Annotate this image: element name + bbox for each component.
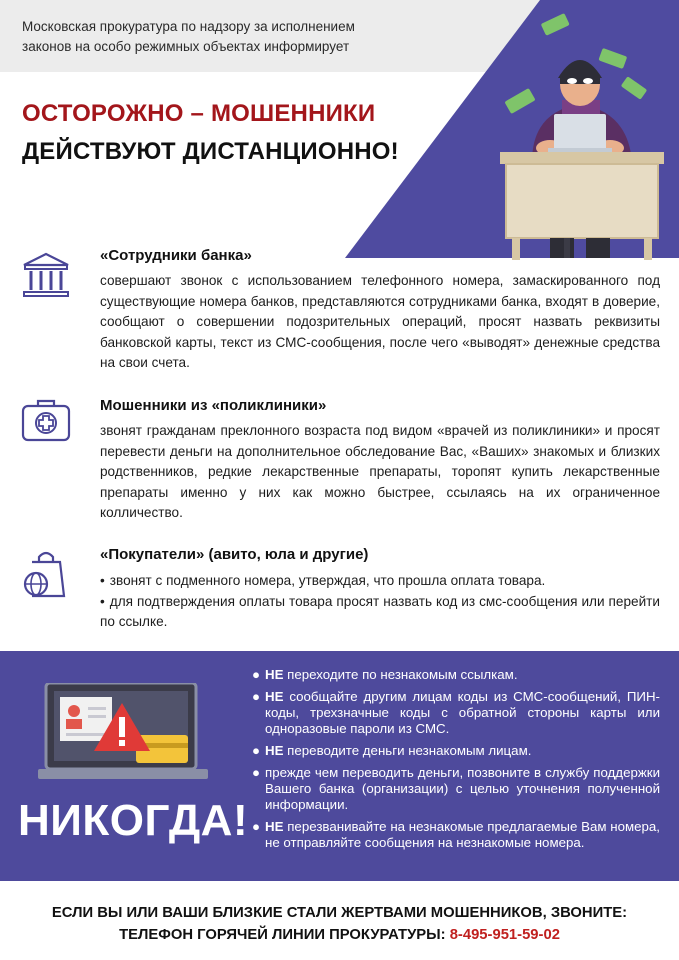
header-line-2: законов на особо режимных объектах информирует bbox=[22, 39, 350, 54]
thief-illustration bbox=[492, 12, 672, 260]
hotline-label: ТЕЛЕФОН ГОРЯЧЕЙ ЛИНИИ ПРОКУРАТУРЫ: bbox=[119, 927, 446, 943]
section-title: «Покупатели» (авито, юла и другие) bbox=[100, 546, 369, 563]
list-item: • звонят с подменного номера, утверждая, что прошла оплата товара. bbox=[100, 573, 546, 588]
shopping-bag-globe-icon bbox=[20, 548, 72, 600]
section-title: «Сотрудники банка» bbox=[100, 247, 252, 264]
list-item: • для подтверждения оплаты товара просят назвать код из смс-сообщения или перейти по ссылке. bbox=[100, 593, 660, 630]
medical-kit-icon bbox=[20, 397, 72, 445]
title-subtitle: ДЕЙСТВУЮТ ДИСТАНЦИОННО! bbox=[22, 138, 399, 165]
footer-line-2 bbox=[0, 924, 679, 946]
list-item: ● НЕ переходите по незнакомым ссылкам. bbox=[252, 667, 518, 682]
bullet-list bbox=[100, 571, 660, 633]
header-text bbox=[22, 17, 442, 57]
bank-icon bbox=[20, 250, 72, 302]
section-title: Мошенники из «поликлиники» bbox=[100, 397, 327, 414]
footer-line-1: ЕСЛИ ВЫ ИЛИ ВАШИ БЛИЗКИЕ СТАЛИ ЖЕРТВАМИ МОШЕННИКОВ, ЗВОНИТЕ: bbox=[51, 905, 628, 921]
section-clinic bbox=[100, 397, 660, 524]
list-item: ● НЕ переводите деньги незнакомым лицам. bbox=[252, 743, 532, 758]
header-line-1: Московская прокуратура по надзору за исполнением bbox=[22, 19, 355, 34]
section-buyers bbox=[100, 546, 660, 633]
section-text: совершают звонок с использованием телефонного номера, замаскированного под существующие номера банков, представляются сотрудниками банка, входят в доверие, сообщают о совершении подозрительных операций, просят назвать реквизиты банковской карты, текст из СМС-сообщения, после чего «выводят» денежные средства на свои счета. bbox=[100, 273, 660, 371]
list-item: ● НЕ сообщайте другим лицам коды из СМС-сообщений, ПИН-коды, трехзначные коды с обратной стороны карты или одноразовые пароли из СМС. bbox=[252, 689, 660, 736]
never-list bbox=[252, 667, 660, 857]
never-heading: НИКОГДА! bbox=[18, 796, 249, 845]
title-warning: ОСТОРОЖНО – МОШЕННИКИ bbox=[22, 100, 376, 127]
section-bank bbox=[100, 247, 660, 374]
list-item: ● прежде чем переводить деньги, позвоните в службу поддержки Вашего банка (организации) с целью уточнения полученной информации. bbox=[252, 765, 660, 812]
section-text: звонят гражданам преклонного возраста под видом «врачей из поликлиники» и просят перевести деньги на дополнительное обследование Вас, «Ваших» знакомых и близких родственников, редкие лекарственные препараты, торопят купить лекарственные препараты именно у них как можно быстрее, ссылаясь на их ограниченное колличество. bbox=[100, 423, 660, 521]
hotline-phone: 8-495-951-59-02 bbox=[449, 927, 560, 943]
list-item: ● НЕ перезванивайте на незнакомые предлагаемые Вам номера, не отправляйте сообщения на незнакомые номера. bbox=[252, 819, 660, 850]
footer bbox=[0, 902, 679, 946]
laptop-warning-icon bbox=[38, 683, 208, 783]
